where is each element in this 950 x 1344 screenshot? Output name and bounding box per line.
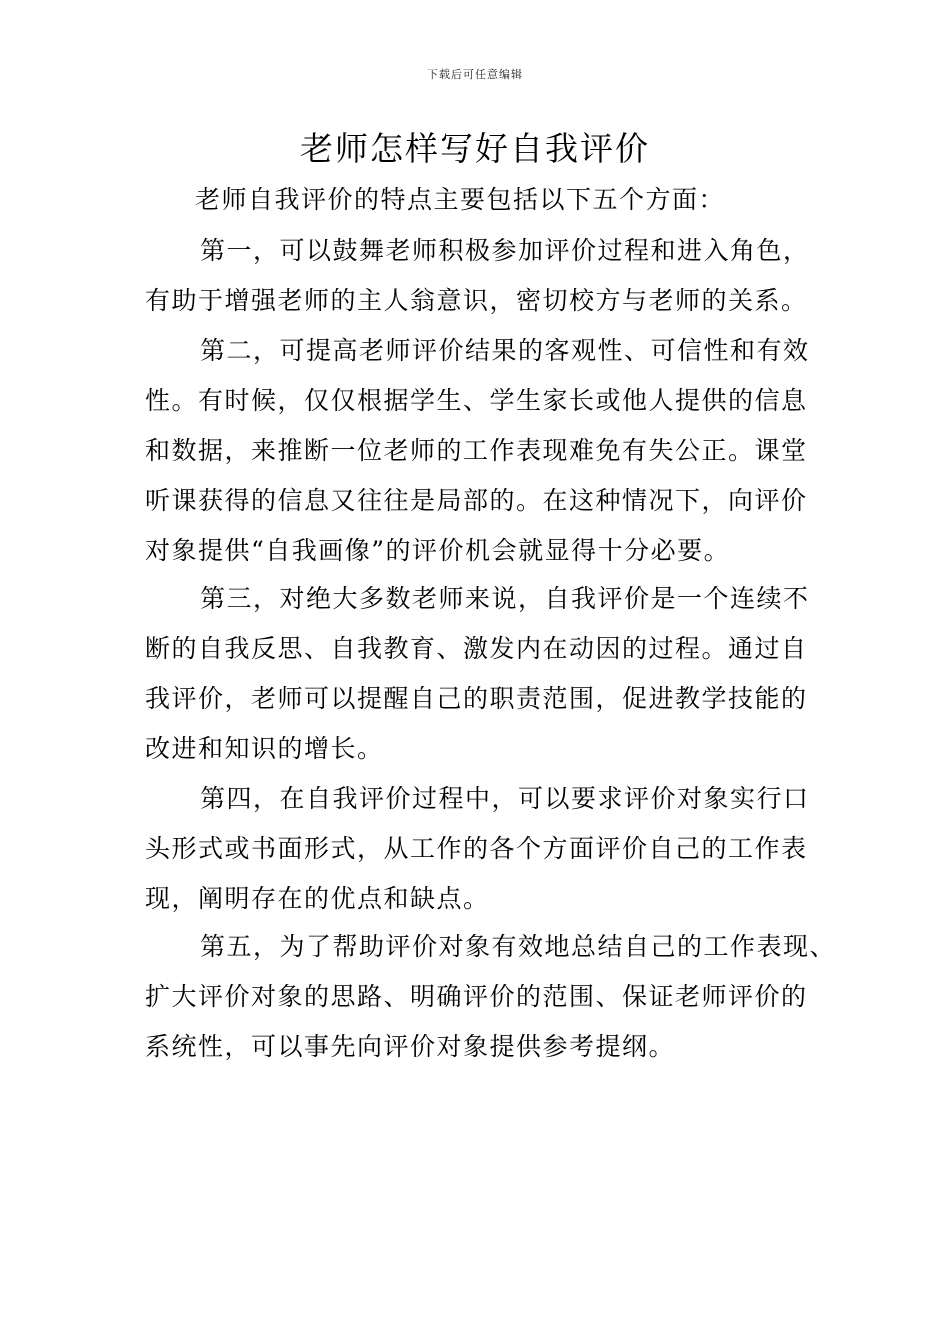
paragraph-2 (145, 326, 825, 576)
paragraph-line: 我评价，老师可以提醒自己的职责范围，促进教学技能的 (145, 684, 808, 713)
paragraph-line: 现，阐明存在的优点和缺点。 (145, 884, 490, 913)
paragraph-line: 第二，可提高老师评价结果的客观性、可信性和有效 (200, 336, 810, 365)
paragraph-3 (145, 574, 825, 774)
paragraph-line: 系统性，可以事先向评价对象提供参考提纲。 (145, 1032, 676, 1061)
paragraph-line: 听课获得的信息又往往是局部的。在这种情况下，向评价 (145, 486, 808, 515)
paragraph-line: 扩大评价对象的思路、明确评价的范围、保证老师评价的 (145, 982, 808, 1011)
paragraph-5 (145, 922, 837, 1072)
paragraph-line: 第五，为了帮助评价对象有效地总结自己的工作表现、 (200, 932, 837, 961)
paragraph-line: 断的自我反思、自我教育、激发内在动因的过程。通过自 (145, 634, 808, 663)
intro-paragraph: 老师自我评价的特点主要包括以下五个方面： (195, 185, 726, 214)
paragraph-line: 对象提供“自我画像”的评价机会就显得十分必要。 (145, 536, 731, 565)
page-title: 老师怎样写好自我评价 (300, 129, 650, 168)
paragraph-line: 第四，在自我评价过程中，可以要求评价对象实行口 (200, 784, 810, 813)
paragraph-line: 第一，可以鼓舞老师积极参加评价过程和进入角色， (200, 236, 810, 265)
paragraph-line: 性。有时候，仅仅根据学生、学生家长或他人提供的信息 (145, 386, 808, 415)
paragraph-line: 和数据，来推断一位老师的工作表现难免有失公正。课堂 (145, 436, 808, 465)
paragraph-line: 改进和知识的增长。 (145, 734, 384, 763)
paragraph-1 (145, 226, 825, 326)
paragraph-line: 头形式或书面形式，从工作的各个方面评价自己的工作表 (145, 834, 808, 863)
paragraph-line: 第三，对绝大多数老师来说，自我评价是一个连续不 (200, 584, 810, 613)
paragraph-line: 有助于增强老师的主人翁意识，密切校方与老师的关系。 (145, 286, 808, 315)
header-note: 下载后可任意编辑 (427, 68, 523, 81)
paragraph-4 (145, 774, 825, 924)
